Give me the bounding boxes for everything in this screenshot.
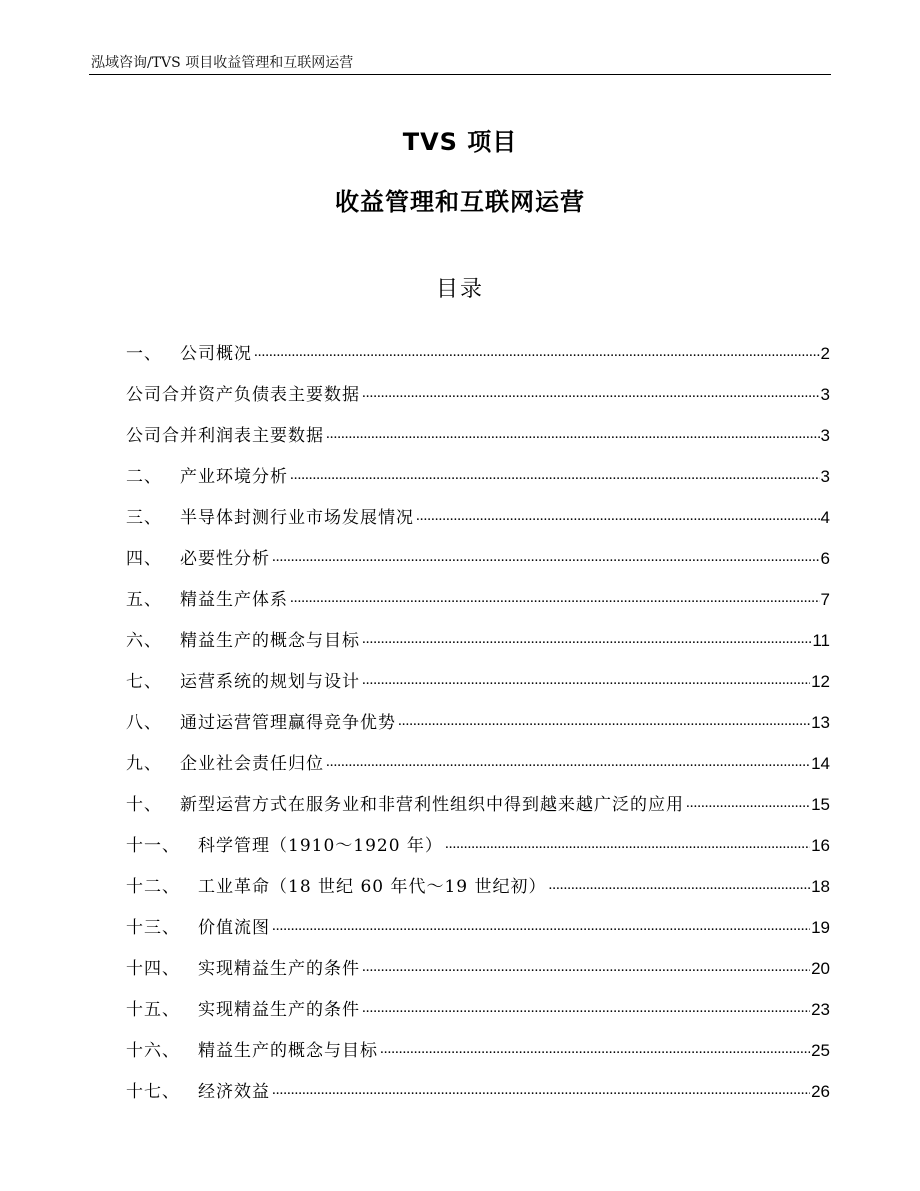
toc-entry-page-number[interactable]: 3 — [820, 426, 830, 445]
toc-entry-page-number[interactable]: 11 — [812, 631, 830, 650]
toc-entry-page-number[interactable]: 12 — [811, 672, 830, 691]
toc-entry[interactable] — [126, 610, 830, 651]
toc-dot-leader — [290, 467, 820, 484]
toc-entry-page-number[interactable]: 14 — [811, 754, 830, 773]
toc-entry[interactable] — [126, 1020, 830, 1061]
toc-heading: 目录 — [435, 277, 484, 302]
document-title-line-2: 收益管理和互联网运营 — [335, 188, 585, 216]
toc-entry-page-number[interactable]: 13 — [811, 713, 830, 732]
toc-dot-leader — [272, 918, 810, 935]
toc-entry[interactable] — [126, 651, 830, 692]
toc-entry-label[interactable]: 产业环境分析 — [180, 467, 288, 487]
toc-entry-label[interactable]: 实现精益生产的条件 — [198, 1000, 360, 1020]
toc-entry[interactable] — [126, 815, 830, 856]
toc-dot-leader — [686, 795, 810, 812]
toc-entry[interactable] — [126, 979, 830, 1020]
toc-entry-page-number[interactable]: 6 — [820, 549, 830, 568]
toc-dot-leader — [272, 549, 820, 566]
toc-entry-label[interactable]: 公司概况 — [180, 344, 252, 364]
toc-entry[interactable] — [126, 487, 830, 528]
toc-dot-leader — [362, 1000, 810, 1017]
toc-entry-number: 十、 — [126, 795, 162, 815]
toc-entry-page-number[interactable]: 2 — [820, 344, 830, 363]
toc-entry-number: 五、 — [126, 590, 162, 610]
toc-entry[interactable] — [126, 364, 830, 405]
toc-entry-number: 十二、 — [126, 877, 180, 897]
toc-entry-page-number[interactable]: 15 — [811, 795, 830, 814]
toc-entry[interactable] — [126, 1061, 830, 1102]
toc-entry-page-number[interactable]: 20 — [811, 959, 830, 978]
toc-dot-leader — [445, 836, 810, 853]
header-divider — [89, 74, 831, 75]
toc-entry[interactable] — [126, 938, 830, 979]
toc-entry-label[interactable]: 科学管理（1910～1920 年） — [198, 836, 443, 856]
toc-dot-leader — [398, 713, 810, 730]
toc-entry[interactable] — [126, 446, 830, 487]
toc-entry-number: 四、 — [126, 549, 162, 569]
toc-entry-number: 二、 — [126, 467, 162, 487]
toc-dot-leader — [362, 672, 810, 689]
toc-dot-leader — [326, 426, 820, 443]
toc-entry-page-number[interactable]: 16 — [811, 836, 830, 855]
toc-dot-leader — [362, 631, 811, 648]
toc-entry-number: 八、 — [126, 713, 162, 733]
toc-entry-number: 十三、 — [126, 918, 180, 938]
toc-entry[interactable] — [126, 733, 830, 774]
table-of-contents — [126, 323, 830, 1102]
toc-dot-leader — [380, 1041, 810, 1058]
toc-entry-page-number[interactable]: 25 — [811, 1041, 830, 1060]
toc-entry-number: 十四、 — [126, 959, 180, 979]
toc-dot-leader — [272, 1082, 810, 1099]
toc-entry-label[interactable]: 经济效益 — [198, 1082, 270, 1102]
toc-dot-leader — [362, 385, 820, 402]
toc-dot-leader — [549, 877, 811, 894]
toc-entry-page-number[interactable]: 3 — [820, 467, 830, 486]
toc-entry-page-number[interactable]: 18 — [811, 877, 830, 896]
toc-entry-number: 十五、 — [126, 1000, 180, 1020]
toc-entry-label[interactable]: 半导体封测行业市场发展情况 — [180, 508, 414, 528]
toc-entry-label[interactable]: 必要性分析 — [180, 549, 270, 569]
toc-entry-label[interactable]: 价值流图 — [198, 918, 270, 938]
toc-dot-leader — [362, 959, 810, 976]
toc-entry-label[interactable]: 新型运营方式在服务业和非营利性组织中得到越来越广泛的应用 — [180, 795, 684, 815]
toc-entry-page-number[interactable]: 26 — [811, 1082, 830, 1101]
toc-entry-label[interactable]: 公司合并利润表主要数据 — [126, 426, 324, 446]
running-header: 泓域咨询/TVS 项目收益管理和互联网运营 — [91, 55, 354, 71]
toc-entry-page-number[interactable]: 7 — [820, 590, 830, 609]
toc-entry-label[interactable]: 实现精益生产的条件 — [198, 959, 360, 979]
toc-entry-number: 十七、 — [126, 1082, 180, 1102]
toc-entry-page-number[interactable]: 19 — [811, 918, 830, 937]
toc-entry-label[interactable]: 工业革命（18 世纪 60 年代～19 世纪初） — [198, 877, 547, 897]
toc-entry-page-number[interactable]: 4 — [820, 508, 830, 527]
toc-entry-label[interactable]: 企业社会责任归位 — [180, 754, 324, 774]
toc-entry[interactable] — [126, 569, 830, 610]
toc-entry[interactable] — [126, 405, 830, 446]
toc-entry-label[interactable]: 运营系统的规划与设计 — [180, 672, 360, 692]
toc-entry-number: 十一、 — [126, 836, 180, 856]
toc-entry[interactable] — [126, 897, 830, 938]
toc-entry-number: 十六、 — [126, 1041, 180, 1061]
toc-entry-page-number[interactable]: 23 — [811, 1000, 830, 1019]
toc-entry-label[interactable]: 精益生产的概念与目标 — [198, 1041, 378, 1061]
document-title-line-1: TVS 项目 — [402, 128, 518, 156]
toc-entry[interactable] — [126, 856, 830, 897]
toc-dot-leader — [254, 344, 820, 361]
toc-dot-leader — [290, 590, 820, 607]
toc-entry[interactable] — [126, 692, 830, 733]
toc-entry-number: 九、 — [126, 754, 162, 774]
toc-entry-label[interactable]: 精益生产的概念与目标 — [180, 631, 360, 651]
toc-entry[interactable] — [126, 528, 830, 569]
toc-dot-leader — [326, 754, 810, 771]
toc-entry-label[interactable]: 公司合并资产负债表主要数据 — [126, 385, 360, 405]
toc-dot-leader — [416, 508, 820, 525]
toc-entry[interactable] — [126, 323, 830, 364]
toc-entry-number: 六、 — [126, 631, 162, 651]
toc-entry-page-number[interactable]: 3 — [820, 385, 830, 404]
toc-entry-label[interactable]: 通过运营管理赢得竞争优势 — [180, 713, 396, 733]
toc-entry-number: 一、 — [126, 344, 162, 364]
toc-entry-number: 七、 — [126, 672, 162, 692]
toc-entry[interactable] — [126, 774, 830, 815]
toc-entry-label[interactable]: 精益生产体系 — [180, 590, 288, 610]
toc-entry-number: 三、 — [126, 508, 162, 528]
